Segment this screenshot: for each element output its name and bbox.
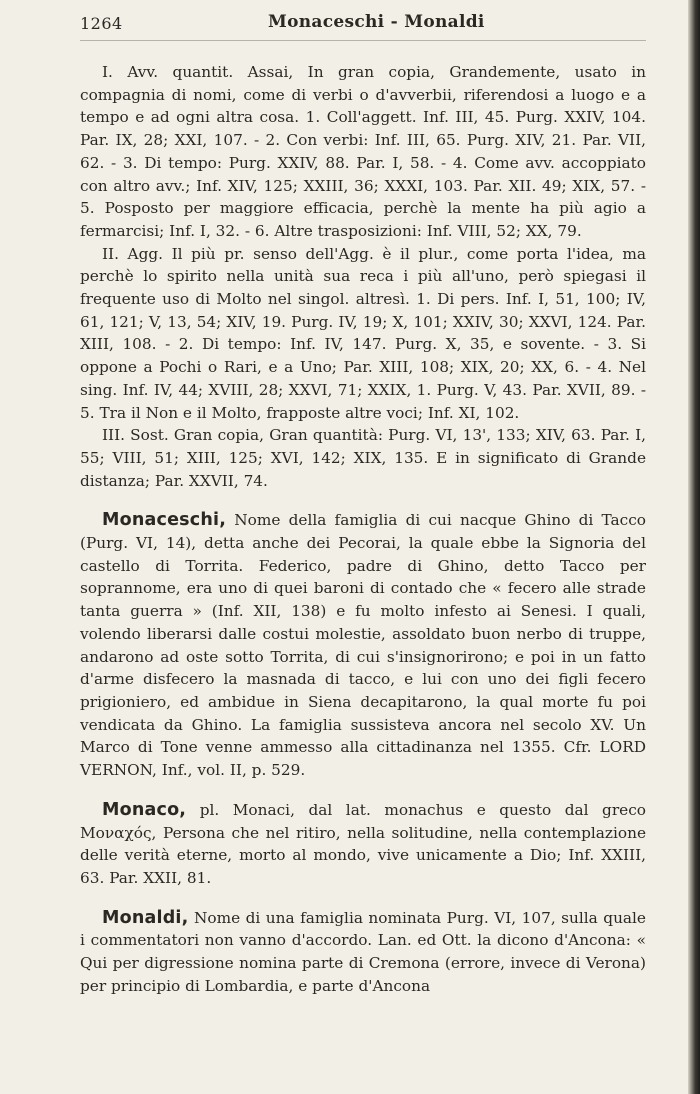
entry-text-monaceschi: Nome della famiglia di cui nacque Ghino di Tacco (Purg. VI, 14), detta anche dei Pecorai, la quale ebbe la Signoria del castello di Torrita. Federico, padre di Ghino, detto Tacco per soprannome, era uno di quei baroni di contado che « fecero alle strade tanta guerra » (Inf. XII, 138) e fu molto infesto ai Senesi. I quali, volendo liberarsi dalle costui molestie, assoldato buon nerbo di truppe, andarono ad oste sotto Torrita, di cui s'insignorirono; e poi in un fatto d'arme disfecero la masnada di tacco, e lui con uno dei figli fecero prigioniero, ed ambidue in Siena decapitarono, la qual morte fu poi vendicata da Ghino. La famiglia sussisteva ancora nel secolo XV. Un Marco di Tone venne ammesso alla cittadinanza nel 1355. Cfr. LORD VERNON, Inf., vol. II, p. 529. [80,511,646,780]
entry-text-monaco: pl. Monaci, dal lat. monachus e questo dal greco Μοναχός, Persona che nel ritiro, nella solitudine, nella contemplazione delle verità eterne, morto al mondo, vive unicamente a Dio; Inf. XXIII, 63. Par. XXII, 81. [80,800,646,887]
book-page-edge [688,0,700,1094]
running-head: Monaceschi - Monaldi [268,12,485,32]
headword-monaldi: Monaldi, [102,907,189,928]
page-header [80,0,646,41]
paragraph-sense-2: II. Agg. Il più pr. senso dell'Agg. è il plur., come porta l'idea, ma perchè lo spirito nella unità sua reca i più all'uno, però spiegasi il frequente uso di Molto nel singol. altresì. 1. Di pers. Inf. I, 51, 100; IV, 61, 121; V, 13, 54; XIV, 19. Purg. IV, 19; X, 101; XXIV, 30; XXVI, 124. Par. XIII, 108. - 2. Di tempo: Inf. IV, 147. Purg. X, 35, e sovente. - 3. Si oppone a Pochi o Rari, e a Uno; Par. XIII, 108; XIX, 20; XX, 6. - 4. Nel sing. Inf. IV, 44; XVIII, 28; XXVI, 71; XXIX, 1. Purg. V, 43. Par. XVII, 89. - 5. Tra il Non e il Molto, frapposte altre voci; Inf. XI, 102. [80,244,646,422]
entry-monaldi [80,907,646,998]
entry-text-monaldi: Nome di una famiglia nominata Purg. VI, 107, sulla quale i commentatori non vanno d'accordo. Lan. ed Ott. la dicono d'Ancona: « Qui per digressione nomina parte di Cremona (errore, invece di Verona) per principio di Lombardia, e parte d'Ancona [80,908,646,995]
headword-monaco: Monaco, [102,799,187,820]
entry-monaceschi [80,509,646,781]
entry-monaco [80,799,646,890]
page [80,0,646,997]
headword-monaceschi: Monaceschi, [102,510,227,531]
paragraph-sense-3: III. Sost. Gran copia, Gran quantità: Purg. VI, 13', 133; XIV, 63. Par. I, 55; VIII, 51; XIII, 125; XVI, 142; XIX, 135. E in significato di Grande distanza; Par. XXVII, 74. [80,426,646,490]
page-number: 1264 [80,14,123,33]
paragraph-sense-1: I. Avv. quantit. Assai, In gran copia, Grandemente, usato in compagnia di nomi, come di verbi o d'avverbii, riferendosi a luogo e a tempo e ad ogni altra cosa. 1. Coll'aggett. Inf. III, 45. Purg. XXIV, 104. Par. IX, 28; XXI, 107. - 2. Con verbi: Inf. III, 65. Purg. XIV, 21. Par. VII, 62. - 3. Di tempo: Purg. XXIV, 88. Par. I, 58. - 4. Come avv. accoppiato con altro avv.; Inf. XIV, 125; XXIII, 36; XXXI, 103. Par. XII. 49; XIX, 57. - 5. Posposto per maggiore efficacia, perchè la mente ha più agio a fermarcisi; Inf. I, 32. - 6. Altre trasposizioni: Inf. VIII, 52; XX, 79. [80,63,646,240]
body-text [80,61,646,997]
